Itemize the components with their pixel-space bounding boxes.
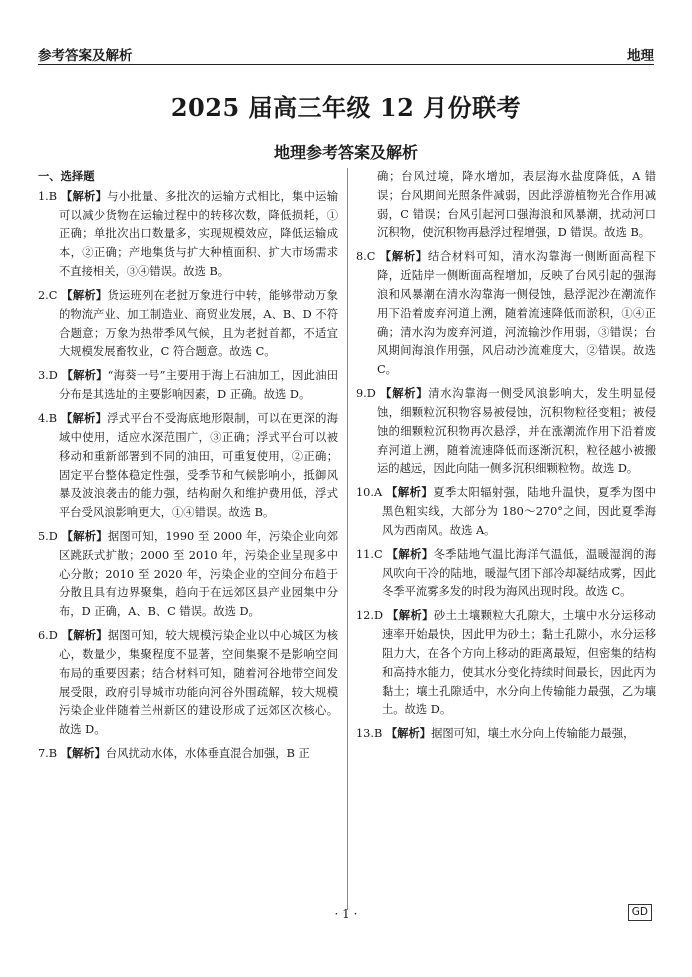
answer-item-13 xyxy=(356,725,656,744)
answer-text: 台风扰动水体，水体垂直混合加强，B 正 xyxy=(105,747,310,761)
analysis-tag: 【解析】 xyxy=(379,250,428,264)
answer-number: 9.D xyxy=(356,387,376,401)
answer-item-3 xyxy=(38,367,338,405)
analysis-tag: 【解析】 xyxy=(380,387,429,401)
analysis-tag: 【解析】 xyxy=(61,629,108,643)
analysis-tag: 【解析】 xyxy=(61,288,108,302)
answer-text: 浮式平台不受海底地形限制，可以在更深的海域中使用，适应水深范围广，③正确；浮式平台可以被移动和重新部署到不同的油田，可重复使用，②正确；固定平台整体稳定性强，受季节和气候影响小，抵御风暴及波浪袭击的能力强，结构耐久和维护费用低，浮式平台受风浪影响更大，①④错误。故选 B。 xyxy=(59,412,338,520)
right-column xyxy=(356,168,656,749)
answer-item-11 xyxy=(356,546,656,602)
section-title: 一、选择题 xyxy=(38,170,95,183)
answer-text: “海葵一号”主要用于海上石油加工，因此油田分布是其选址的主要影响因素，D 正确。故选 D。 xyxy=(59,369,338,402)
answer-item-5 xyxy=(38,528,338,622)
answer-number: 12.D xyxy=(356,609,384,623)
page-number: · 1 · xyxy=(334,907,358,921)
answer-item-7 xyxy=(38,745,338,764)
answer-text: 据图可知，1990 至 2000 年，污染企业向郊区跳跃式扩散；2000 至 2010 年，污染企业呈现多中心分散；2010 至 2020 年，污染企业的空间分布趋于分散且具有边界聚集，趋向于在远郊区县产业园集中分布，D 正确，A、B、C 错误。故选 D。 xyxy=(59,530,338,619)
answer-number: 5.D xyxy=(38,530,58,544)
answer-number: 8.C xyxy=(356,250,376,264)
answer-item-7-continued: 确；台风过境，降水增加，表层海水盐度降低，A 错误；台风期间光照条件减弱，因此浮游植物光合作用减弱，C 错误；台风引起河口强海浪和风暴潮，扰动河口沉积物，使沉积物再悬浮过程增强，D 错误。故选 B。 xyxy=(377,170,656,240)
answer-text: 夏季太阳辐射强，陆地升温快，夏季为图中黑色粗实线，大部分为 180～270°之间，因此夏季海风为西南风。故选 A。 xyxy=(382,486,656,537)
answer-item-9 xyxy=(356,385,656,479)
header-left-label: 参考答案及解析 xyxy=(38,48,133,64)
answer-number: 2.C xyxy=(38,288,58,302)
analysis-tag: 【解析】 xyxy=(385,727,432,741)
answer-text: 清水沟靠海一侧受风浪影响大，发生明显侵蚀，细颗粒沉积物容易被侵蚀，沉积物粒径变粗；被侵蚀的细颗粒沉积物再次悬浮，并在涨潮流作用下沿着废弃河道上溯，随着流速降低而逐渐沉积，粒径越小被搬运的越远，因此向陆一侧多沉积细颗粒物。故选 D。 xyxy=(377,387,656,476)
column-divider xyxy=(347,168,348,910)
answer-number: 4.B xyxy=(38,412,58,426)
analysis-tag: 【解析】 xyxy=(61,369,108,383)
analysis-tag: 【解析】 xyxy=(386,486,434,500)
analysis-tag: 【解析】 xyxy=(386,547,434,561)
answer-number: 13.B xyxy=(356,727,383,741)
analysis-tag: 【解析】 xyxy=(60,747,106,761)
region-code-badge: GD xyxy=(628,904,652,921)
answer-text: 与小批量、多批次的运输方式相比，集中运输可以减少货物在运输过程中的转移次数，降低损耗，①正确；单批次出口数量多，实现规模效应，降低运输成本，②正确；产地集货与扩大种植面积、扩大市场需求不直接相关，③④错误。故选 B。 xyxy=(59,189,338,278)
answer-number: 1.B xyxy=(38,189,58,203)
answer-number: 10.A xyxy=(356,486,383,500)
answer-number: 11.C xyxy=(356,547,383,561)
answer-text: 货运班列在老挝万象进行中转，能够带动万象的物流产业、加工制造业、商贸业发展，A、B、D 不符合题意；万象为热带季风气候，且为老挝首都，不适宜大规模发展畜牧业，C 符合题意。故选 C。 xyxy=(59,288,338,359)
answer-text: 据图可知，壤土水分向上传输能力最强， xyxy=(431,727,635,741)
analysis-tag: 【解析】 xyxy=(60,189,108,203)
answer-item-12 xyxy=(356,607,656,720)
analysis-tag: 【解析】 xyxy=(387,609,434,623)
analysis-tag: 【解析】 xyxy=(61,530,108,544)
answer-text: 结合材料可知，清水沟靠海一侧断面高程下降，近陆岸一侧断面高程增加，反映了台风引起的强海浪和风暴潮在清水沟靠海一侧侵蚀，悬浮泥沙在潮流作用下沿着废弃河道上溯，随着流速降低而淤积，①④正确；清水沟为废弃河道，河流输沙作用弱，③错误；台风期间海浪作用强，风启动沙流难度大，②错误。故选 C。 xyxy=(377,250,656,377)
header-subject-label: 地理 xyxy=(627,48,654,64)
exam-title: 2025 届高三年级 12 月份联考 xyxy=(170,93,522,122)
answer-item-2 xyxy=(38,287,338,362)
answer-item-8 xyxy=(356,248,656,380)
answer-item-10 xyxy=(356,484,656,540)
document-subtitle: 地理参考答案及解析 xyxy=(273,143,418,162)
answer-text: 据图可知，较大规模污染企业以中心城区为核心，数量少，集聚程度不显著，空间集聚不是影响空间布局的重要因素；结合材料可知，随着河谷地带空间发展受限，政府引导城市功能向河谷外围疏解，较大规模污染企业伴随着兰州新区的建设形成了远郊区次核心。故选 D。 xyxy=(59,629,338,737)
answer-text: 冬季陆地气温比海洋气温低，温暖湿润的海风吹向干冷的陆地，暖湿气团下部冷却凝结成雾，因此冬季平流雾多发的时段为海风出现时段。故选 C。 xyxy=(382,547,656,599)
answer-item-1 xyxy=(38,188,338,282)
answer-number: 6.D xyxy=(38,629,58,643)
answer-item-6 xyxy=(38,627,338,740)
answer-text: 砂土土壤颗粒大孔隙大，土壤中水分运移动速率开始最快，因此甲为砂土；黏土孔隙小，水分运移阻力大，在各个方向上移动的距离最短，但密集的结构和高持水能力，使其水分变化持续时间最长，因此丙为黏土；壤土孔隙适中，水分向上传输能力最强，乙为壤土。故选 D。 xyxy=(382,609,656,717)
left-column xyxy=(38,168,338,769)
answer-number: 3.D xyxy=(38,369,58,383)
answer-item-4 xyxy=(38,410,338,523)
analysis-tag: 【解析】 xyxy=(60,412,108,426)
answer-number: 7.B xyxy=(38,747,58,761)
page-header xyxy=(38,42,654,65)
